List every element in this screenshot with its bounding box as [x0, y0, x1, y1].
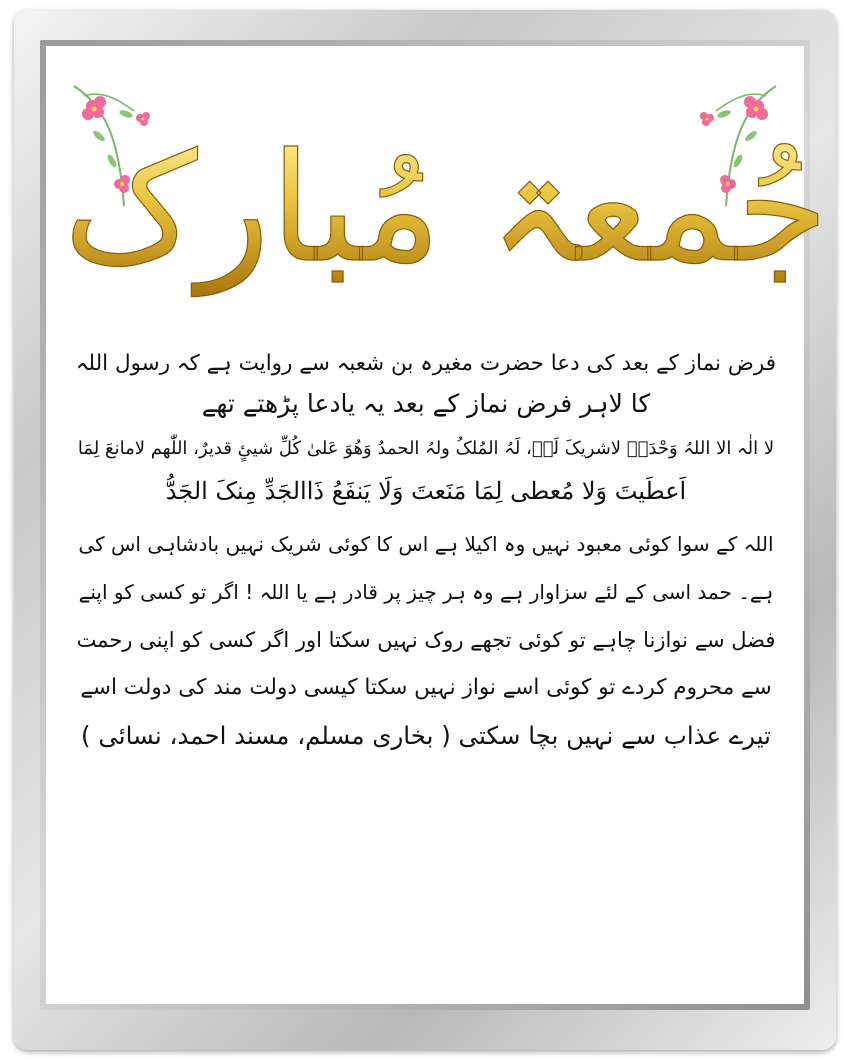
dua-line-2: اَعطَیتَ وَلا مُعطی لِمَا مَنَعتَ وَلَا یَنفَعُ ذَاالجَدِّ مِنکَ الجَدُّ [165, 477, 687, 505]
intro-line-2: کا لاہر فرض نماز کے بعد یہ یادعا پڑھتے تھے [201, 389, 651, 418]
translation-line-5: تیرے عذاب سے نہیں بچا سکتی ( بخاری مسلم، مسند احمد، نسائی ) [81, 721, 771, 750]
poster-paper [46, 46, 829, 1004]
intro-line-1: فرض نماز کے بعد کی دعا حضرت مغیرہ بن شعبہ سے روایت ہے کہ رسول اللہ [75, 351, 776, 376]
translation-line-3: فضل سے نوازنا چاہے تو کوئی تجھے روک نہیں سکتا اور اگر کسی کو اپنی رحمت [76, 628, 776, 652]
jumma-mubarak-calligraphy [63, 60, 829, 330]
translation-block [76, 520, 776, 760]
title-text: جُمعۃ مُبارک [63, 122, 829, 296]
translation-line-2: ہے۔ حمد اسی کے لئے سزاوار ہے وہ ہر چیز پر قادر ہے یا اللہ ! اگر تو کسی کو اپنے [78, 580, 774, 604]
hadith-text-block [76, 344, 776, 760]
dua-line-1: لا الٰہ الا اللہُ وَحْدَہٗ لاشریکَ لَہٗ، لَہُ المُلکُ ولہُ الحمدُ وَھُوَ عَلیٰ کُلِّ شیئٍ قدیرٌ، اللّٰھم لامانعَ لِمَا [77, 438, 775, 459]
translation-line-4: سے محروم کردے تو کوئی اسے نواز نہیں سکتا کیسی دولت مند کی دولت اسے [80, 675, 772, 700]
translation-line-1: اللہ کے سوا کوئی معبود نہیں وہ اکیلا ہے اس کا کوئی شریک نہیں بادشاہی اس کی [78, 532, 774, 556]
